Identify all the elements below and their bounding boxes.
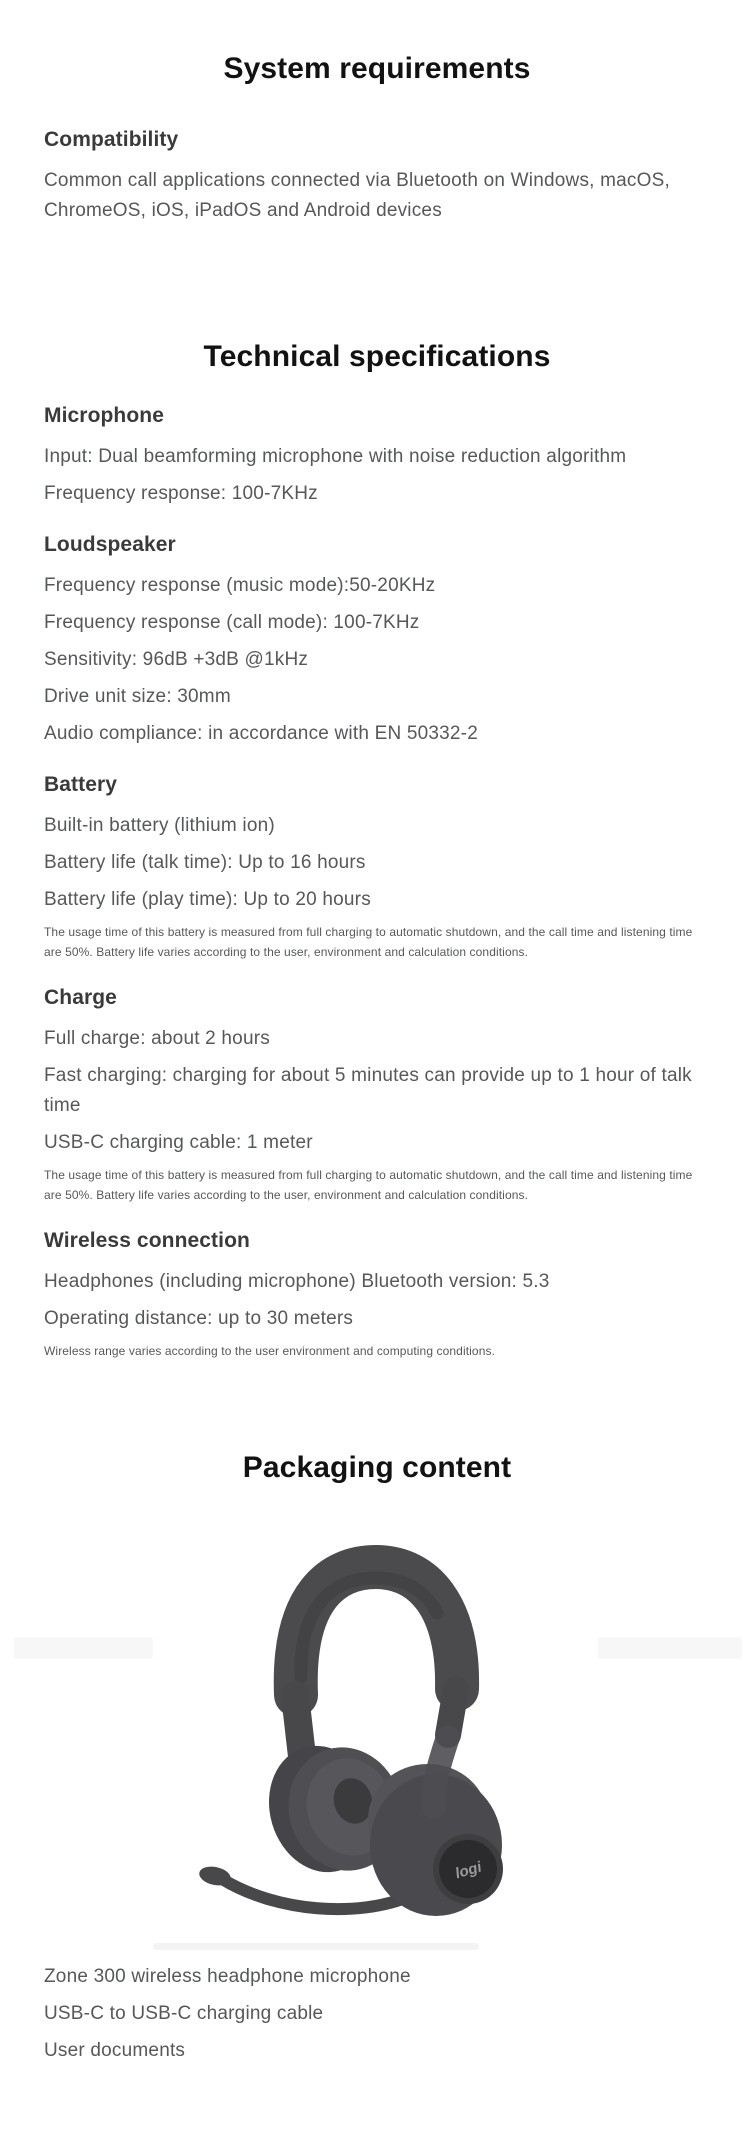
- boom-mic-arm: [222, 1879, 408, 1909]
- packaging-item: User documents: [44, 2040, 186, 2061]
- spec-line: Headphones (including microphone) Bluetooth version: 5.3: [44, 1271, 550, 1292]
- spec-line: Full charge: about 2 hours: [44, 1028, 270, 1049]
- spec-line: Fast charging: charging for about 5 minutes can provide up to 1 hour of talk time: [44, 1065, 692, 1116]
- product-shadow: [153, 1943, 479, 1950]
- spec-line: Built-in battery (lithium ion): [44, 815, 275, 836]
- headset-product-image: [0, 1537, 750, 1952]
- spec-line: Battery life (talk time): Up to 16 hours: [44, 852, 366, 873]
- wireless-connection-heading: Wireless connection: [44, 1229, 250, 1252]
- headset-illustration: [0, 1537, 750, 1952]
- logi-logo-text: logi: [453, 1858, 484, 1883]
- spec-line: USB-C charging cable: 1 meter: [44, 1132, 313, 1153]
- spec-line: Sensitivity: 96dB +3dB @1kHz: [44, 649, 309, 670]
- packaging-items-list: [44, 1962, 710, 2066]
- spec-line: Frequency response (music mode):50-20KHz: [44, 575, 436, 596]
- compatibility-text: Common call applications connected via Bluetooth on Windows, macOS, ChromeOS, iOS, iPadOS and Android devices: [44, 170, 670, 221]
- charge-heading: Charge: [44, 986, 117, 1009]
- spec-line: Operating distance: up to 30 meters: [44, 1308, 354, 1329]
- spec-line: Audio compliance: in accordance with EN 50332-2: [44, 723, 478, 744]
- carousel-edge-right: [598, 1637, 742, 1659]
- system-requirements-title: System requirements: [223, 52, 531, 85]
- battery-footnote: The usage time of this battery is measured from full charging to automatic shutdown, and the call time and listening time are 50%. Battery life varies according to the user, environment and calculation conditions.: [44, 925, 693, 959]
- carousel-edge-left: [14, 1637, 153, 1659]
- battery-heading: Battery: [44, 773, 118, 796]
- loudspeaker-heading: Loudspeaker: [44, 533, 176, 556]
- spec-line: Drive unit size: 30mm: [44, 686, 231, 707]
- headband: [296, 1567, 457, 1695]
- charge-footnote: The usage time of this battery is measured from full charging to automatic shutdown, and the call time and listening time are 50%. Battery life varies according to the user, environment and calculation conditions.: [44, 1168, 693, 1202]
- compatibility-heading: Compatibility: [44, 128, 179, 151]
- spec-line: Battery life (play time): Up to 20 hours: [44, 889, 371, 910]
- wireless-footnote: Wireless range varies according to the user environment and computing conditions.: [44, 1344, 495, 1358]
- packaging-item: USB-C to USB-C charging cable: [44, 2003, 324, 2024]
- packaging-item: Zone 300 wireless headphone microphone: [44, 1966, 411, 1987]
- microphone-heading: Microphone: [44, 404, 164, 427]
- spec-line: Input: Dual beamforming microphone with noise reduction algorithm: [44, 446, 627, 467]
- packaging-content-title: Packaging content: [242, 1451, 512, 1484]
- spec-line: Frequency response: 100-7KHz: [44, 483, 318, 504]
- spec-line: Frequency response (call mode): 100-7KHz: [44, 612, 420, 633]
- technical-specifications-title: Technical specifications: [203, 340, 551, 373]
